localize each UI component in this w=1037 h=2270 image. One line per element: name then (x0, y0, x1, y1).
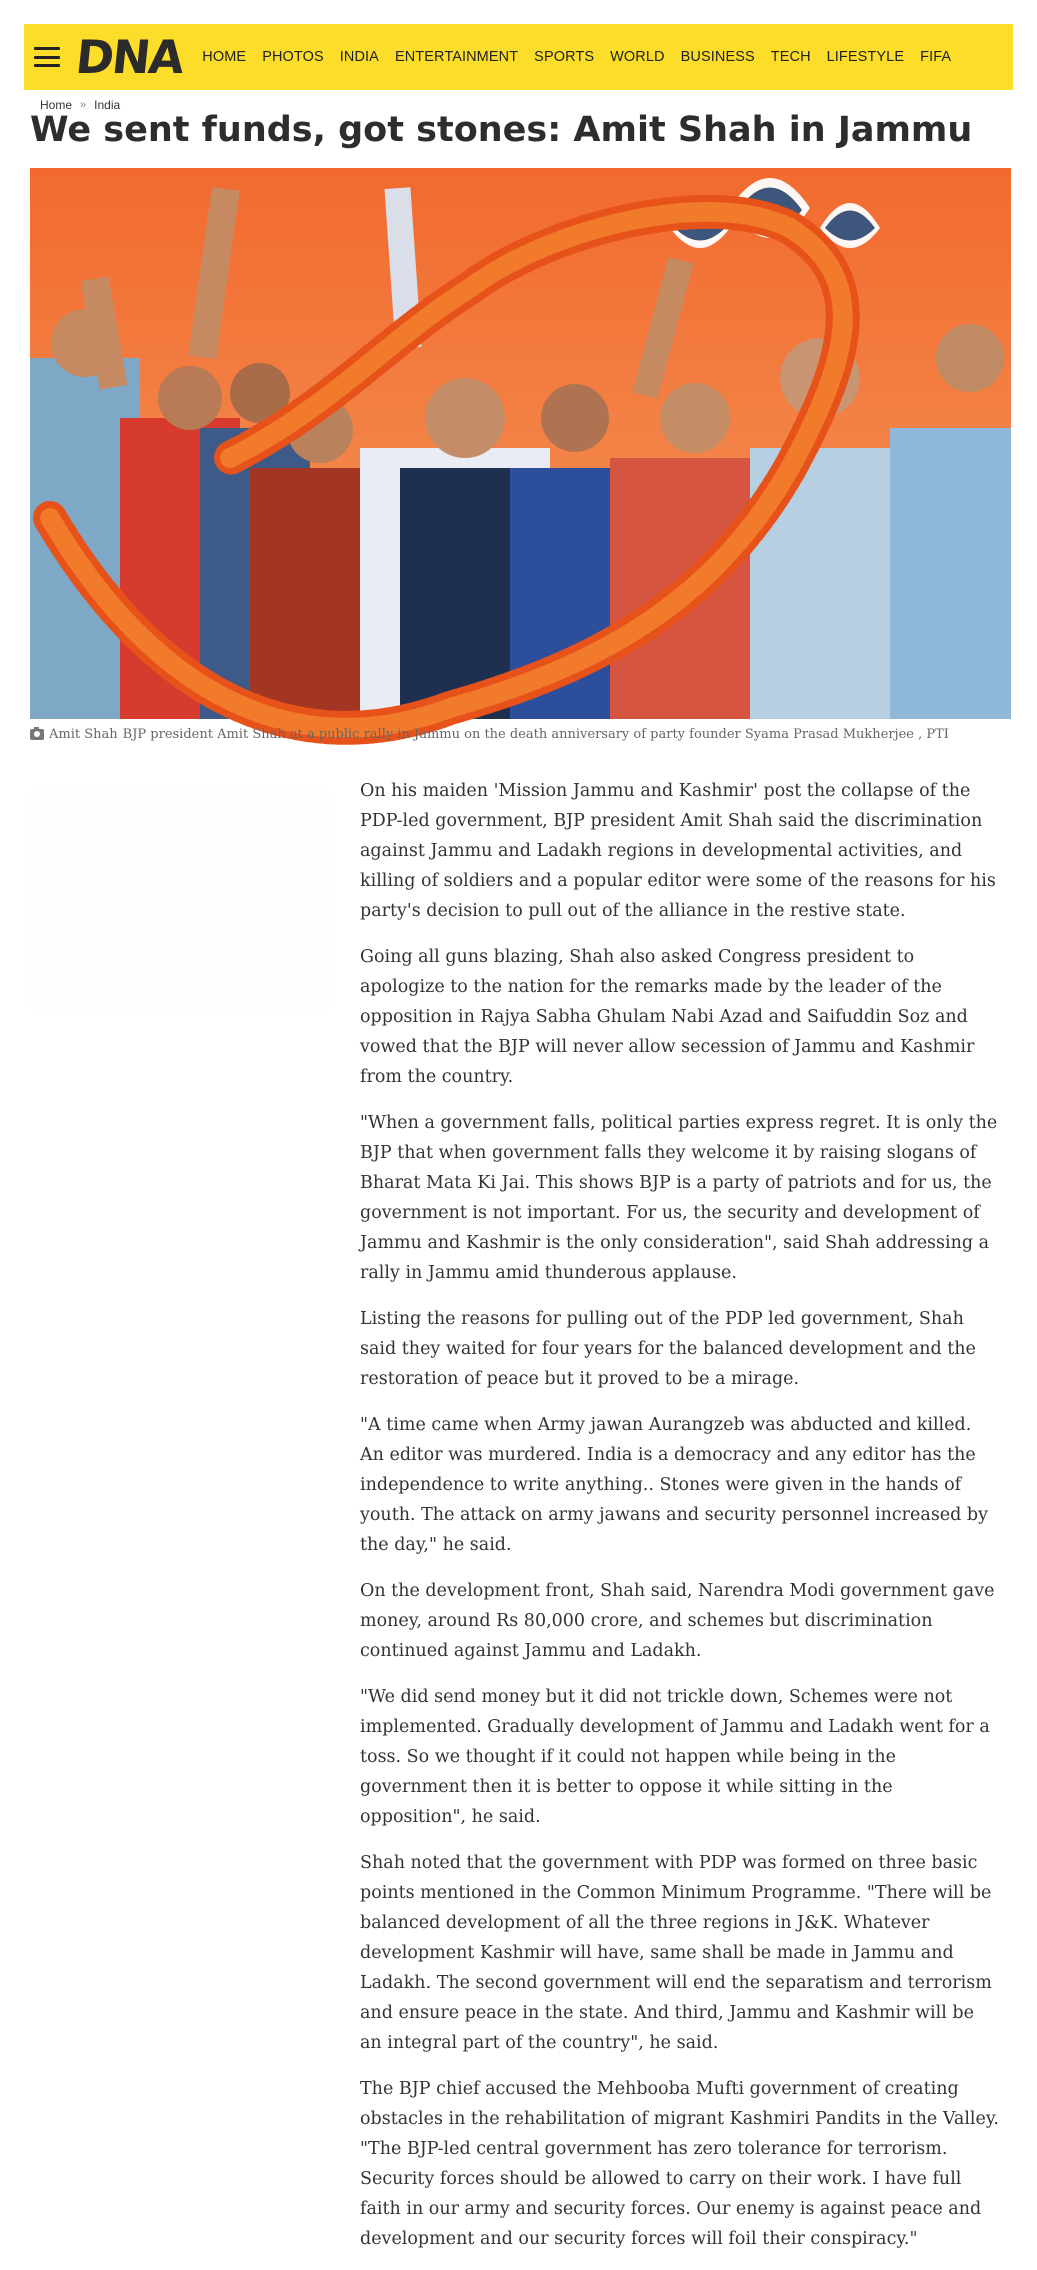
article-body (360, 776, 1000, 2270)
article-paragraph: "When a government falls, political parties express regret. It is only the BJP that when government falls they welcome it by raising slogans of Bharat Mata Ki Jai. This shows BJP is a party of patriots and for us, the government is not important. For us, the security and development of Jammu and Kashmir is the only consideration", said Shah addressing a rally in Jammu amid thunderous applause. (360, 1113, 998, 1283)
breadcrumb-home[interactable]: Home (40, 98, 73, 112)
article-paragraph: On his maiden 'Mission Jammu and Kashmir' post the collapse of the PDP-led government, BJP president Amit Shah said the discrimination against Jammu and Ladakh regions in developmental activities, and killing of soldiers and a popular editor were some of the reasons for his party's decision to pull out of the alliance in the restive state. (360, 781, 996, 921)
nav-link-tech[interactable]: TECH (770, 49, 811, 65)
article-paragraph: Listing the reasons for pulling out of the PDP led government, Shah said they waited for four years for the balanced development and the restoration of peace but it proved to be a mirage. (360, 1309, 976, 1389)
site-logo[interactable]: DNA (73, 30, 186, 84)
nav-link-sports[interactable]: SPORTS (534, 49, 595, 65)
nav-links (202, 49, 967, 65)
article-headline: We sent funds, got stones: Amit Shah in Jammu (30, 110, 973, 150)
breadcrumb-india[interactable]: India (94, 98, 121, 112)
nav-link-lifestyle[interactable]: LIFESTYLE (826, 49, 905, 65)
article-paragraph: "We did send money but it did not trickle down, Schemes were not implemented. Gradually development of Jammu and Ladakh went for a toss. So we thought if it could not happen while being in the government then it is better to oppose it while sitting in the opposition", he said. (360, 1687, 990, 1827)
article-paragraph: Going all guns blazing, Shah also asked Congress president to apologize to the nation for the remarks made by the leader of the opposition in Rajya Sabha Ghulam Nabi Azad and Saifuddin Soz and vowed that the BJP will never allow secession of Jammu and Kashmir from the country. (360, 947, 975, 1087)
article-paragraph: On the development front, Shah said, Narendra Modi government gave money, around Rs 80,000 crore, and schemes but discrimination continued against Jammu and Ladakh. (360, 1581, 995, 1661)
nav-link-world[interactable]: WORLD (610, 49, 665, 65)
nav-link-business[interactable]: BUSINESS (680, 49, 755, 65)
nav-link-photos[interactable]: PHOTOS (262, 49, 324, 65)
nav-link-home[interactable]: HOME (202, 49, 247, 65)
article-paragraph: Shah noted that the government with PDP was formed on three basic points mentioned in the Common Minimum Programme. "There will be balanced development of all the three regions in J&K. Whatever development Kashmir will have, same shall be made in Jammu and Ladakh. The second government will end the separatism and terrorism and ensure peace in the state. And third, Jammu and Kashmir will be an integral part of the country", he said. (360, 1853, 992, 2053)
camera-icon (30, 729, 44, 740)
image-caption (30, 727, 1015, 742)
breadcrumb-separator: » (80, 99, 87, 111)
article-paragraph: "A time came when Army jawan Aurangzeb was abducted and killed. An editor was murdered. India is a democracy and any editor has the independence to write anything.. Stones were given in the hands of youth. The attack on army jawans and security personnel increased by the day," he said. (360, 1415, 989, 1555)
top-navbar (24, 24, 1013, 90)
caption-text: BJP president Amit Shah at a public rally in Jammu on the death anniversary of party founder Syama Prasad Mukherjee , PTI (122, 727, 949, 742)
hero-image (30, 168, 1011, 719)
menu-icon[interactable] (34, 47, 60, 67)
nav-link-entertainment[interactable]: ENTERTAINMENT (394, 49, 519, 65)
article-paragraph: The BJP chief accused the Mehbooba Mufti government of creating obstacles in the rehabilitation of migrant Kashmiri Pandits in the Valley. "The BJP-led central government has zero tolerance for terrorism. Security forces should be allowed to carry on their work. I have full faith in our army and security forces. Our enemy is against peace and development and our security forces will foil their conspiracy." (360, 2079, 999, 2249)
nav-link-fifa[interactable]: FIFA (920, 49, 952, 65)
rally-photo-illustration (30, 168, 1011, 719)
nav-link-india[interactable]: INDIA (339, 49, 379, 65)
caption-credit: Amit Shah (49, 727, 118, 742)
ad-slot (30, 790, 330, 1010)
